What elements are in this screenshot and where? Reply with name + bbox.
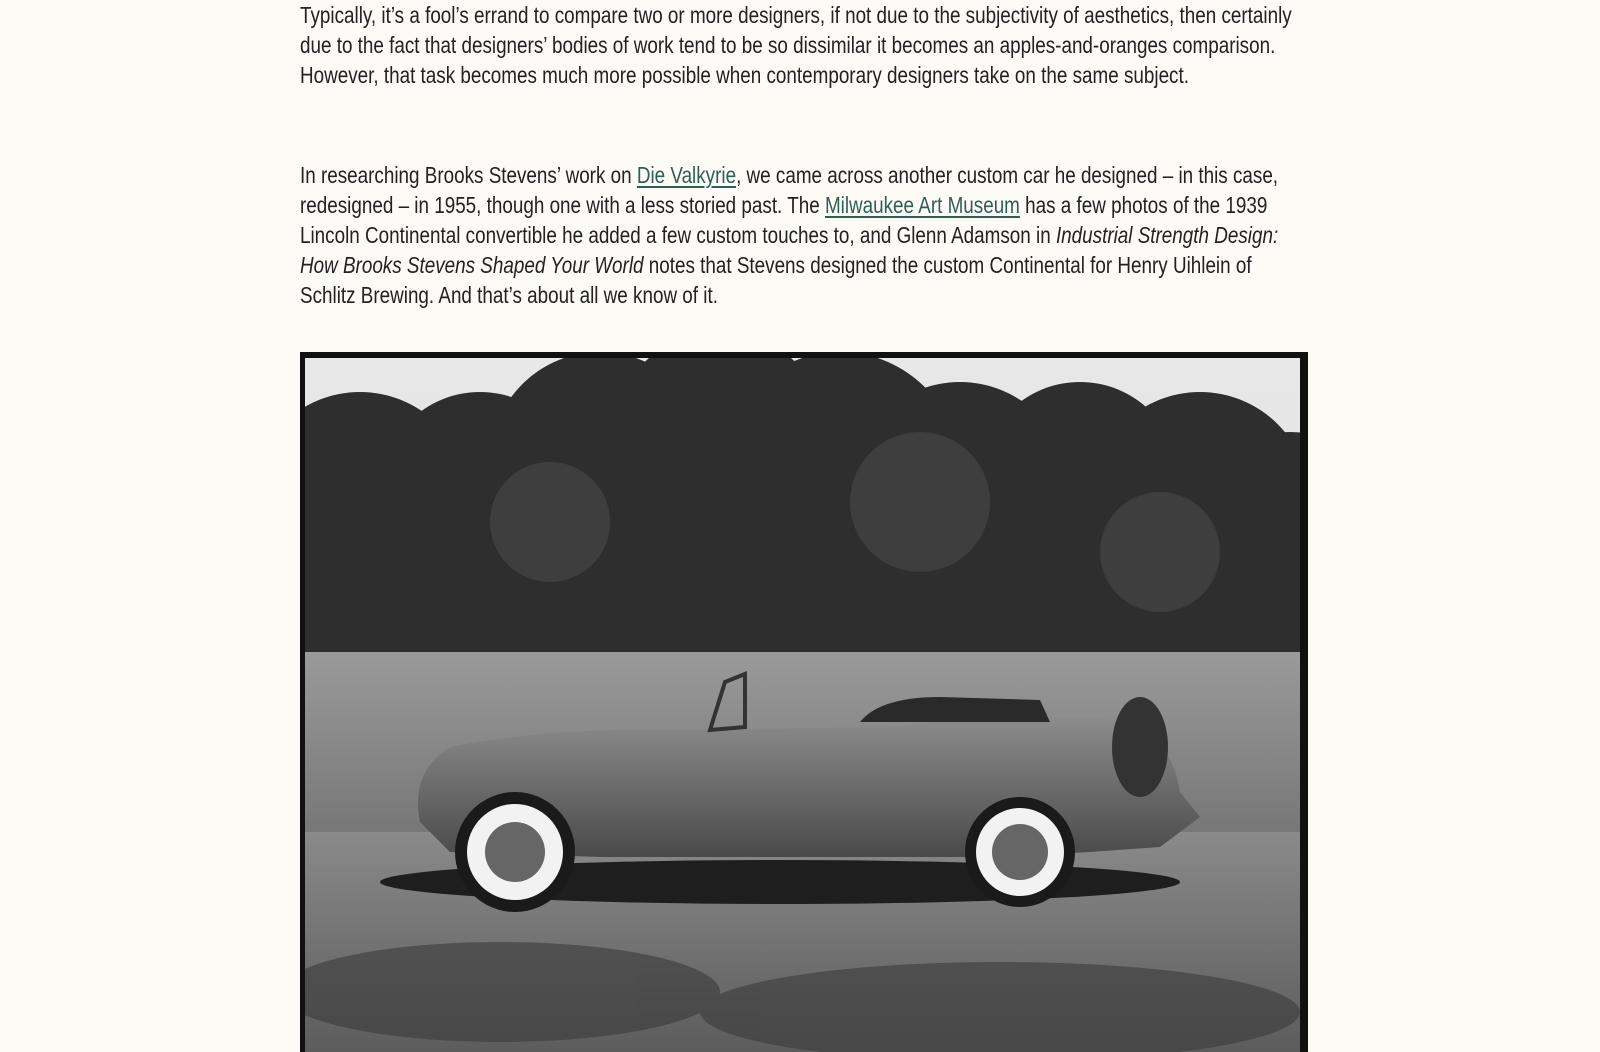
intro-paragraph: Typically, it’s a fool’s errand to compare two or more designers, if not due to the subjectivity of aesthetics, then certainly due to the fact that designers’ bodies of work tend to be so dissimilar it becomes an apples-and-oranges comparison. However, that task becomes much more possible when contemporary designers take on the same subject. [300,2,1292,88]
text: In researching Brooks Stevens’ work on [300,162,637,188]
text: has a few photos of the 1939 Lincoln Continental convertible he added a few custom touches to, and Glenn Adamson in [300,192,1268,248]
lincoln-continental-photo [300,352,1308,1052]
research-paragraph [300,160,1309,310]
milwaukee-art-museum-link[interactable]: Milwaukee Art Museum [824,192,1020,218]
book-title: Industrial Strength Design: How Brooks Stevens Shaped Your World [300,222,1279,278]
text: , we came across another custom car he designed – in this case, redesigned – in 1955, though one with a less storied past. The [300,162,1279,218]
text: notes that Stevens designed the custom Continental for Henry Uihlein of Schlitz Brewing. And that’s about all we know of it. [300,252,1252,308]
die-valkyrie-link[interactable]: Die Valkyrie [636,162,737,188]
